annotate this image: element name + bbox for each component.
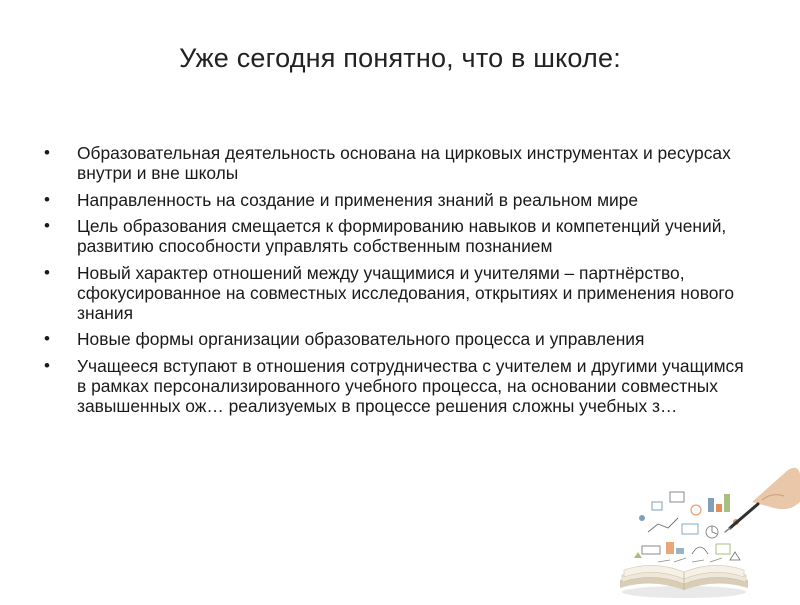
bullet-text: Направленность на создание и применения знаний в реальном мире: [77, 189, 639, 210]
bullet-item: [44, 190, 744, 210]
bullet-dot: •: [44, 262, 50, 282]
bullet-item: [44, 329, 744, 349]
bullet-dot: •: [44, 355, 50, 375]
slide-title: Уже сегодня понятно, что в школе:: [179, 43, 621, 73]
bullet-text: Цель образования смещается к формированию навыков и компетенций учений, развитию способности управлять собственным познанием: [77, 216, 727, 256]
bullet-dot: •: [44, 216, 50, 235]
book-illustration-icon: [612, 462, 800, 600]
bullet-text: Новые формы организации образовательного процесса и управления: [77, 329, 645, 349]
bullet-item: [44, 143, 744, 183]
bullet-text: Образовательная деятельность основана на цирковых инструментах и ресурсах внутри и вне школы: [77, 143, 731, 183]
bullet-list: [44, 143, 744, 422]
bullet-text: Учащееся вступают в отношения сотрудничества с учителем и другими учащимся в рамках персонализированного учебного процесса, на основании совместных завышенных ож… реализуемых в процессе решения сложны учебных з…: [77, 355, 744, 416]
bullet-dot: •: [44, 189, 50, 209]
bullet-item: [44, 263, 744, 323]
bullet-item: [44, 356, 744, 416]
bullet-dot: •: [44, 329, 50, 348]
bullet-text: Новый характер отношений между учащимися и учителями – партнёрство, сфокусированное на совместных исследования, открытиях и применения нового знания: [77, 262, 735, 323]
bullet-item: [44, 216, 744, 256]
bullet-dot: •: [44, 143, 50, 162]
book-illustration-svg: [612, 462, 800, 600]
